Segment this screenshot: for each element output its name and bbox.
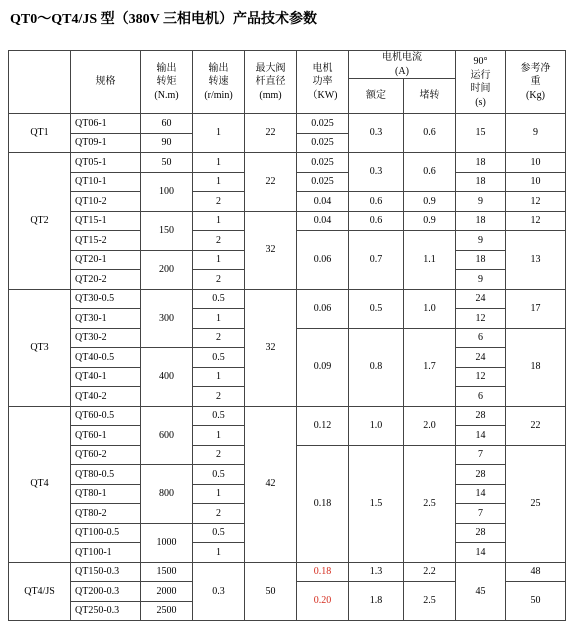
rated-cell: 0.8 <box>349 328 404 406</box>
stall-cell: 1.1 <box>404 231 456 290</box>
speed-cell: 1 <box>193 426 245 446</box>
model-cell: QT150-0.3 <box>71 562 141 582</box>
model-cell: QT60-0.5 <box>71 406 141 426</box>
weight-cell: 10 <box>506 153 566 173</box>
power-cell: 0.18 <box>297 562 349 582</box>
torque-cell: 300 <box>141 289 193 348</box>
stem-cell: 42 <box>245 406 297 562</box>
header-weight: 参考净 重 (Kg) <box>506 51 566 114</box>
model-cell: QT80-2 <box>71 504 141 524</box>
time-cell: 9 <box>456 192 506 212</box>
stall-cell: 2.5 <box>404 582 456 621</box>
torque-cell: 50 <box>141 153 193 173</box>
time-cell: 28 <box>456 406 506 426</box>
torque-cell: 400 <box>141 348 193 407</box>
model-cell: QT15-1 <box>71 211 141 231</box>
speed-cell: 1 <box>193 153 245 173</box>
speed-cell: 2 <box>193 328 245 348</box>
model-cell: QT05-1 <box>71 153 141 173</box>
model-cell: QT100-1 <box>71 543 141 563</box>
model-cell: QT40-1 <box>71 367 141 387</box>
time-cell: 12 <box>456 367 506 387</box>
table-row <box>9 211 566 231</box>
stem-cell: 22 <box>245 114 297 153</box>
power-cell: 0.025 <box>297 133 349 153</box>
torque-cell: 100 <box>141 172 193 211</box>
stem-cell: 32 <box>245 289 297 406</box>
table-row <box>9 114 566 134</box>
group-cell: QT2 <box>9 153 71 290</box>
weight-cell: 17 <box>506 289 566 328</box>
power-cell: 0.04 <box>297 211 349 231</box>
model-cell: QT200-0.3 <box>71 582 141 602</box>
speed-cell: 2 <box>193 270 245 290</box>
rated-cell: 1.3 <box>349 562 404 582</box>
weight-cell: 18 <box>506 328 566 406</box>
speed-cell: 2 <box>193 192 245 212</box>
header-speed: 输出 转速 (r/min) <box>193 51 245 114</box>
time-cell: 14 <box>456 484 506 504</box>
speed-cell: 1 <box>193 367 245 387</box>
power-cell: 0.04 <box>297 192 349 212</box>
weight-cell: 9 <box>506 114 566 153</box>
speed-cell: 1 <box>193 309 245 329</box>
model-cell: QT60-1 <box>71 426 141 446</box>
weight-cell: 50 <box>506 582 566 621</box>
time-cell: 18 <box>456 172 506 192</box>
stall-cell: 0.9 <box>404 211 456 231</box>
weight-cell: 22 <box>506 406 566 445</box>
torque-cell: 2500 <box>141 601 193 621</box>
power-cell: 0.20 <box>297 582 349 621</box>
power-cell: 0.06 <box>297 289 349 328</box>
speed-cell: 0.5 <box>193 348 245 368</box>
weight-cell: 48 <box>506 562 566 582</box>
model-cell: QT30-0.5 <box>71 289 141 309</box>
header-time: 90° 运行 时间 (s) <box>456 51 506 114</box>
stall-cell: 0.6 <box>404 153 456 192</box>
speed-cell: 2 <box>193 445 245 465</box>
stall-cell: 1.7 <box>404 328 456 406</box>
time-cell: 28 <box>456 523 506 543</box>
stem-cell: 32 <box>245 211 297 289</box>
group-cell: QT4/JS <box>9 562 71 621</box>
time-cell: 45 <box>456 562 506 621</box>
rated-cell: 1.5 <box>349 445 404 562</box>
speed-cell: 0.3 <box>193 562 245 621</box>
speed-cell: 0.5 <box>193 289 245 309</box>
time-cell: 28 <box>456 465 506 485</box>
rated-cell: 0.6 <box>349 192 404 212</box>
weight-cell: 12 <box>506 211 566 231</box>
model-cell: QT30-1 <box>71 309 141 329</box>
power-cell: 0.12 <box>297 406 349 445</box>
time-cell: 18 <box>456 250 506 270</box>
torque-cell: 60 <box>141 114 193 134</box>
rated-cell: 0.3 <box>349 153 404 192</box>
speed-cell: 1 <box>193 114 245 153</box>
weight-cell: 13 <box>506 231 566 290</box>
speed-cell: 1 <box>193 211 245 231</box>
rated-cell: 0.7 <box>349 231 404 290</box>
model-cell: QT40-0.5 <box>71 348 141 368</box>
rated-cell: 0.3 <box>349 114 404 153</box>
model-cell: QT80-0.5 <box>71 465 141 485</box>
page-title: QT0～QT4/JS 型（380V 三相电机）产品技术参数 <box>10 12 317 27</box>
torque-cell: 90 <box>141 133 193 153</box>
model-cell: QT250-0.3 <box>71 601 141 621</box>
spec-table <box>8 50 566 621</box>
time-cell: 7 <box>456 445 506 465</box>
speed-cell: 2 <box>193 387 245 407</box>
table-row <box>9 406 566 426</box>
model-cell: QT100-0.5 <box>71 523 141 543</box>
rated-cell: 0.5 <box>349 289 404 328</box>
torque-cell: 1000 <box>141 523 193 562</box>
torque-cell: 200 <box>141 250 193 289</box>
time-cell: 15 <box>456 114 506 153</box>
stem-cell: 22 <box>245 153 297 212</box>
header-rated: 额定 <box>349 79 404 114</box>
power-cell: 0.09 <box>297 328 349 406</box>
time-cell: 9 <box>456 270 506 290</box>
header-stall: 堵转 <box>404 79 456 114</box>
time-cell: 9 <box>456 231 506 251</box>
speed-cell: 1 <box>193 484 245 504</box>
group-cell: QT1 <box>9 114 71 153</box>
model-cell: QT40-2 <box>71 387 141 407</box>
stall-cell: 2.0 <box>404 406 456 445</box>
weight-cell: 12 <box>506 192 566 212</box>
speed-cell: 2 <box>193 231 245 251</box>
time-cell: 18 <box>456 211 506 231</box>
torque-cell: 800 <box>141 465 193 524</box>
model-cell: QT10-2 <box>71 192 141 212</box>
time-cell: 18 <box>456 153 506 173</box>
speed-cell: 0.5 <box>193 406 245 426</box>
model-cell: QT60-2 <box>71 445 141 465</box>
torque-cell: 600 <box>141 406 193 465</box>
weight-cell: 10 <box>506 172 566 192</box>
model-cell: QT10-1 <box>71 172 141 192</box>
rated-cell: 0.6 <box>349 211 404 231</box>
speed-cell: 2 <box>193 504 245 524</box>
time-cell: 14 <box>456 426 506 446</box>
table-row <box>9 562 566 582</box>
rated-cell: 1.8 <box>349 582 404 621</box>
group-cell: QT4 <box>9 406 71 562</box>
power-cell: 0.025 <box>297 172 349 192</box>
model-cell: QT09-1 <box>71 133 141 153</box>
header-group <box>9 51 71 114</box>
torque-cell: 150 <box>141 211 193 250</box>
speed-cell: 0.5 <box>193 465 245 485</box>
torque-cell: 1500 <box>141 562 193 582</box>
rated-cell: 1.0 <box>349 406 404 445</box>
time-cell: 24 <box>456 289 506 309</box>
stall-cell: 1.0 <box>404 289 456 328</box>
table-row <box>9 289 566 309</box>
speed-cell: 1 <box>193 250 245 270</box>
stall-cell: 0.6 <box>404 114 456 153</box>
time-cell: 12 <box>456 309 506 329</box>
time-cell: 6 <box>456 387 506 407</box>
speed-cell: 0.5 <box>193 523 245 543</box>
power-cell: 0.06 <box>297 231 349 290</box>
header-current: 电机电流 (A) <box>349 51 456 79</box>
model-cell: QT15-2 <box>71 231 141 251</box>
time-cell: 14 <box>456 543 506 563</box>
header-model: 规格 <box>71 51 141 114</box>
power-cell: 0.025 <box>297 114 349 134</box>
group-cell: QT3 <box>9 289 71 406</box>
model-cell: QT20-2 <box>71 270 141 290</box>
weight-cell: 25 <box>506 445 566 562</box>
power-cell: 0.18 <box>297 445 349 562</box>
header-stem: 最大阀 杆直径 (mm) <box>245 51 297 114</box>
stem-cell: 50 <box>245 562 297 621</box>
speed-cell: 1 <box>193 543 245 563</box>
header-torque: 输出 转矩 (N.m) <box>141 51 193 114</box>
model-cell: QT06-1 <box>71 114 141 134</box>
model-cell: QT30-2 <box>71 328 141 348</box>
power-cell: 0.025 <box>297 153 349 173</box>
model-cell: QT80-1 <box>71 484 141 504</box>
speed-cell: 1 <box>193 172 245 192</box>
time-cell: 24 <box>456 348 506 368</box>
table-row <box>9 153 566 173</box>
stall-cell: 2.5 <box>404 445 456 562</box>
stall-cell: 0.9 <box>404 192 456 212</box>
model-cell: QT20-1 <box>71 250 141 270</box>
header-power: 电机 功率 （KW) <box>297 51 349 114</box>
time-cell: 7 <box>456 504 506 524</box>
torque-cell: 2000 <box>141 582 193 602</box>
stall-cell: 2.2 <box>404 562 456 582</box>
time-cell: 6 <box>456 328 506 348</box>
